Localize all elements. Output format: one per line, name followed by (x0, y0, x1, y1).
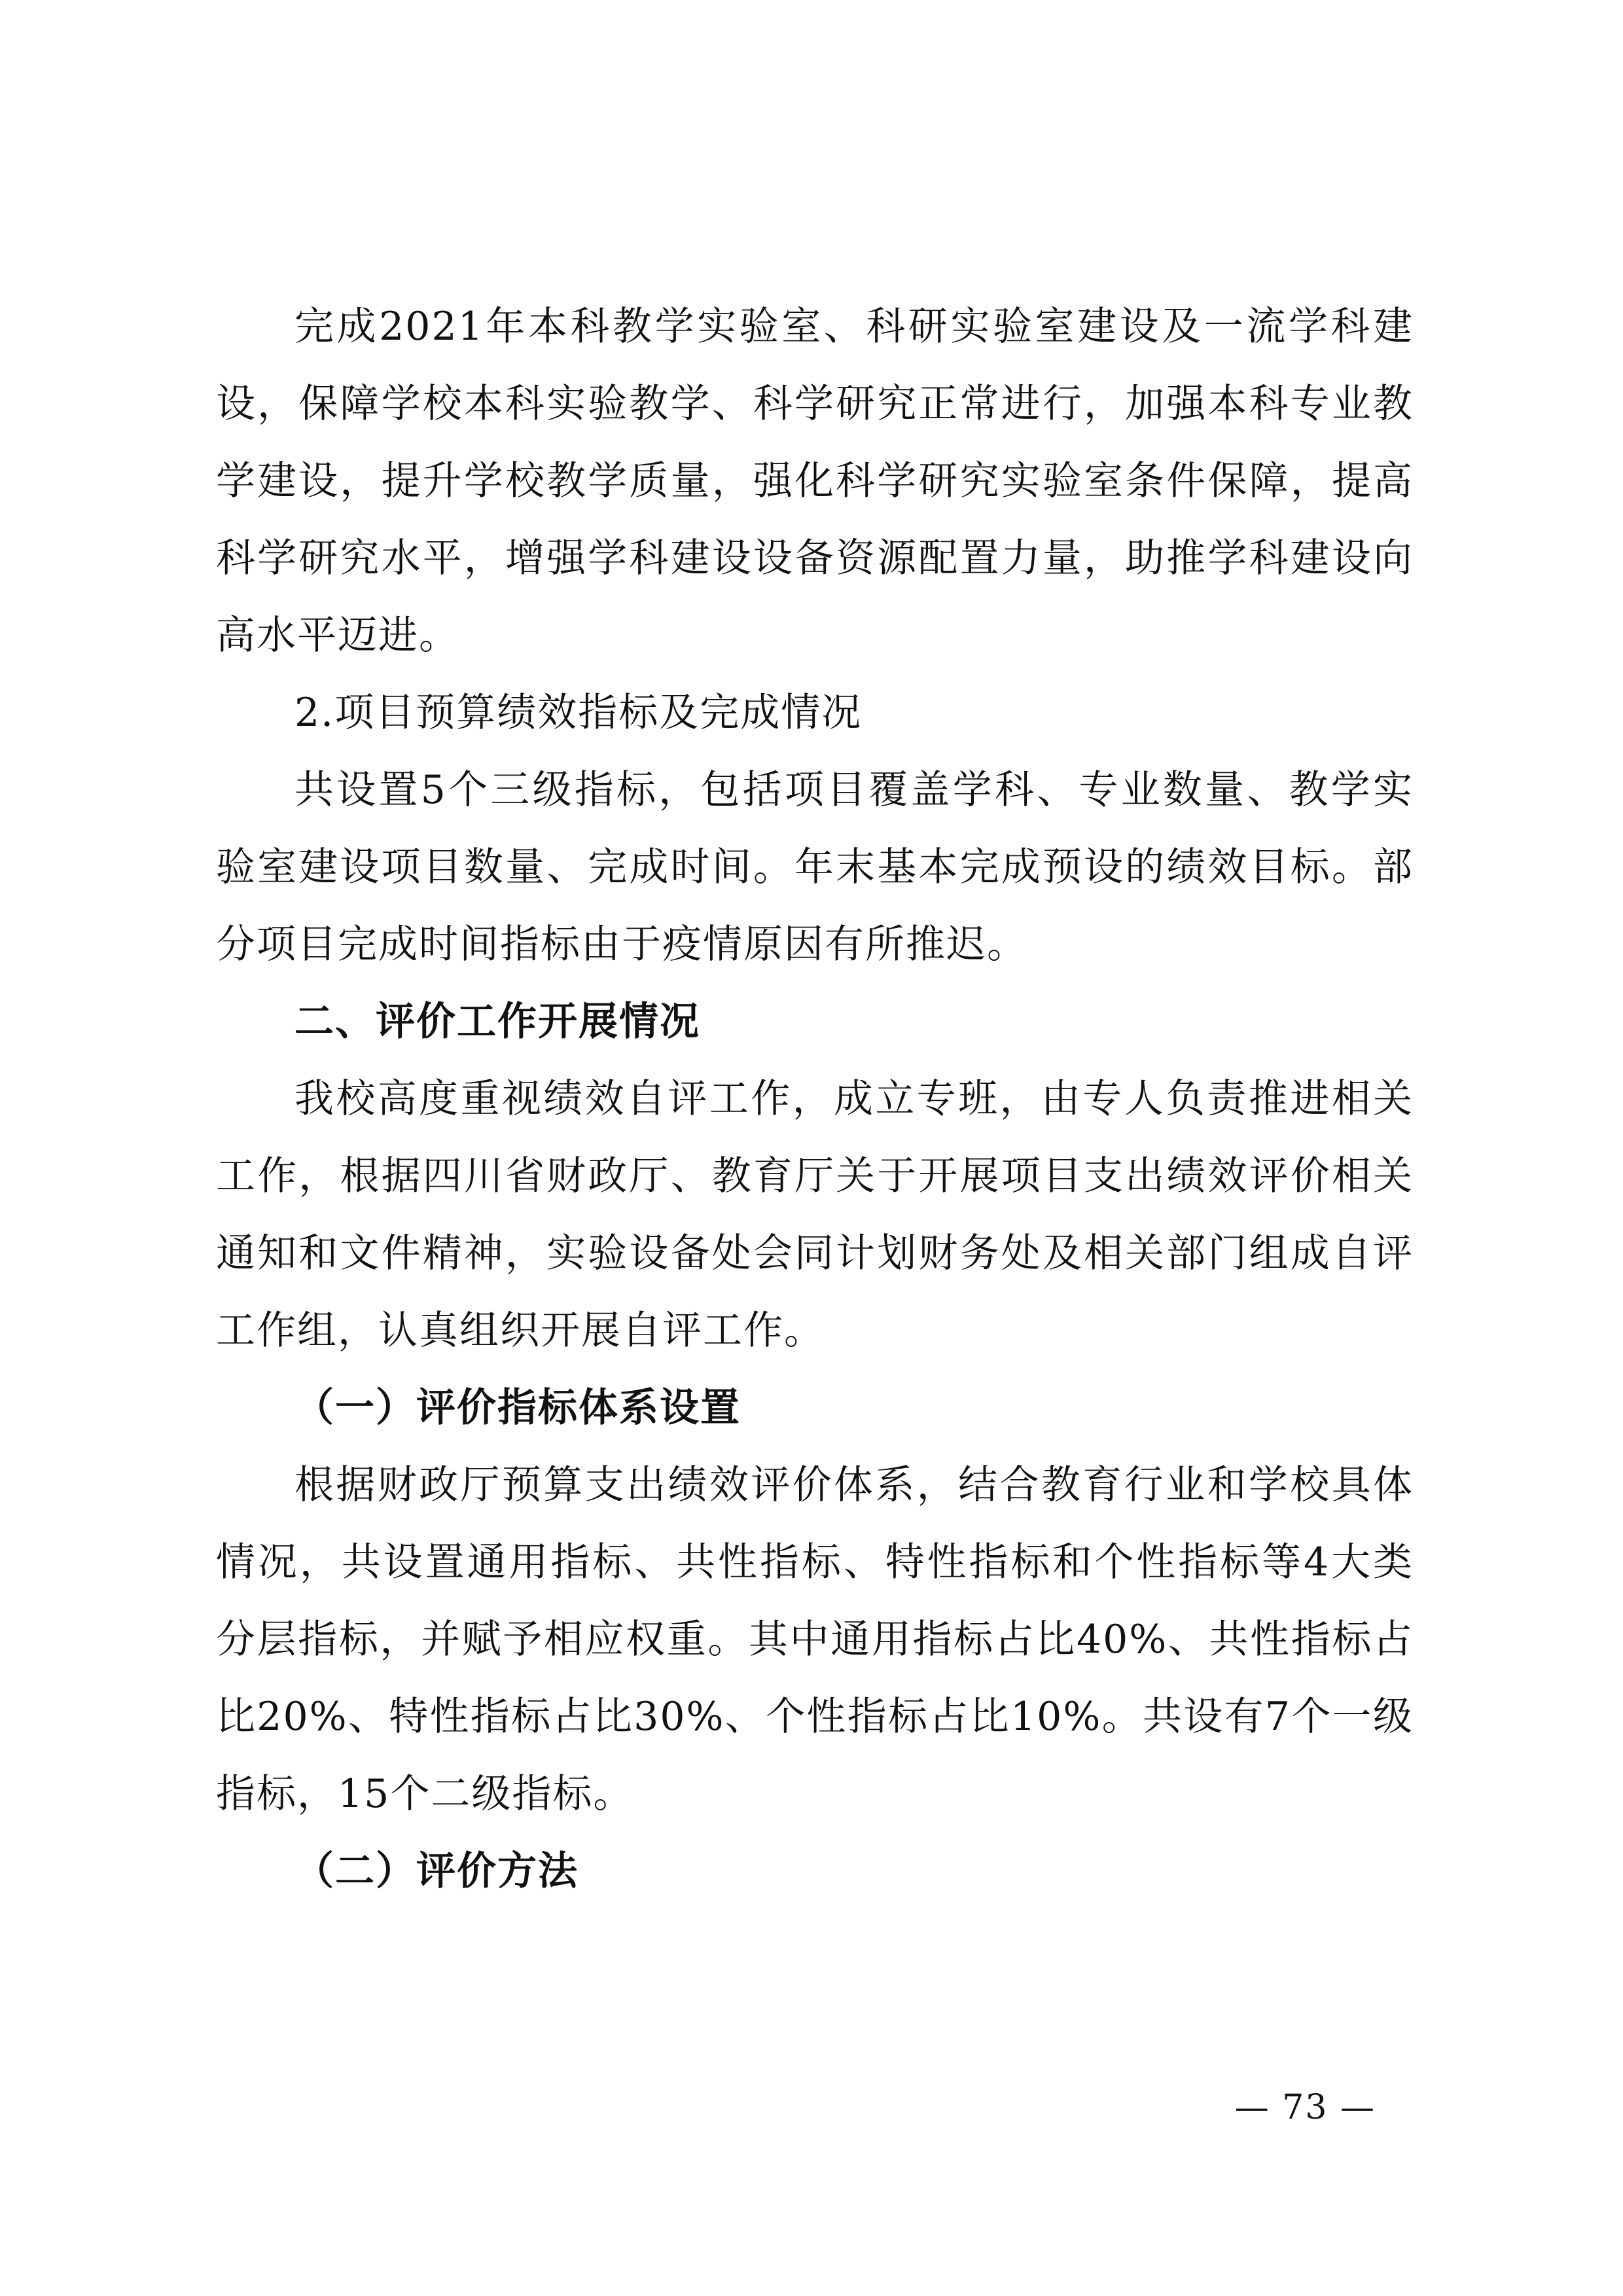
paragraph-indicators: 共设置5个三级指标，包括项目覆盖学科、专业数量、教学实验室建设项目数量、完成时间。年末基本完成预设的绩效目标。部分项目完成时间指标由于疫情原因有所推迟。 (216, 767, 1414, 967)
item-2-title: 2.项目预算绩效指标及完成情况 (294, 690, 863, 736)
page-number: — 73 — (1234, 2088, 1376, 2127)
section-2-heading: 二、评价工作开展情况 (294, 999, 700, 1045)
paragraph-indicator-system: 根据财政厅预算支出绩效评价体系，结合教育行业和学校具体情况，共设置通用指标、共性指标、特性指标和个性指标等4大类分层指标，并赋予相应权重。其中通用指标占比40%、共性指标占比20%、特性指标占比30%、个性指标占比10%。共设有7个一级指标，15个二级指标。 (216, 1462, 1414, 1817)
paragraph-evaluation-work: 我校高度重视绩效自评工作，成立专班，由专人负责推进相关工作，根据四川省财政厅、教育厅关于开展项目支出绩效评价相关通知和文件精神，实验设备处会同计划财务处及相关部门组成自评工作组，认真组织开展自评工作。 (216, 1076, 1414, 1354)
subsection-1-heading: （一）评价指标体系设置 (294, 1385, 741, 1431)
document-body (216, 288, 1414, 1910)
subsection-2-heading: （二）评价方法 (294, 1848, 579, 1894)
paragraph-project-goal: 完成2021年本科教学实验室、科研实验室建设及一流学科建设，保障学校本科实验教学、科学研究正常进行，加强本科专业教学建设，提升学校教学质量，强化科学研究实验室条件保障，提高科学研究水平，增强学科建设设备资源配置力量，助推学科建设向高水平迈进。 (216, 304, 1414, 658)
